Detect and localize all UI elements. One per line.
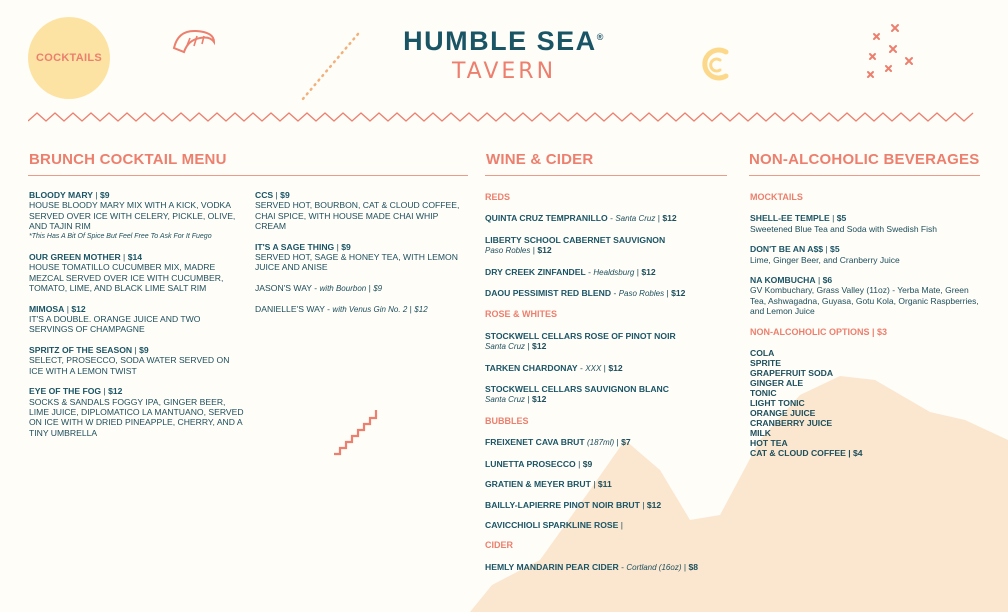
separator: |: [334, 241, 342, 252]
separator: |: [869, 326, 878, 337]
na-option: COLA: [750, 348, 775, 359]
stairs-doodle: [330, 404, 380, 458]
wine-subheading: REDS: [485, 192, 511, 202]
brunch-item: [255, 242, 465, 273]
wine-name: FREIXENET CAVA BRUT: [485, 437, 585, 448]
wine-item: [485, 384, 735, 406]
separator: |: [525, 341, 533, 352]
dash: -: [311, 282, 320, 293]
wine-item: [485, 213, 735, 224]
brand-name-text: HUMBLE SEA: [403, 26, 597, 56]
wine-column: [485, 192, 735, 583]
item-name: IT'S A SAGE THING: [255, 241, 335, 252]
item-name: EYE OF THE FOG: [29, 386, 102, 397]
wine-price: $7: [621, 437, 631, 448]
mocktail-description: GV Kombuchary, Grass Valley (11oz) - Yerba Mate, Green Tea, Ashwagadna, Guyasa, Gotu Kola, Organic Raspberries, and Lemon Juice: [750, 285, 979, 317]
wine-item: [485, 235, 735, 257]
brunch-item: [29, 304, 244, 335]
mocktail-name: SHELL-EE TEMPLE: [750, 213, 830, 224]
item-name: CCS: [255, 190, 274, 200]
separator: |: [634, 266, 642, 277]
separator: |: [681, 561, 689, 572]
separator: |: [407, 304, 415, 315]
na-option: [750, 448, 985, 458]
way-with: with Bourbon: [319, 283, 367, 293]
wine-region: Santa Cruz: [615, 214, 656, 224]
wine-price: $12: [646, 499, 662, 510]
mocktail-item: [750, 275, 985, 317]
brunch-item-header: [29, 190, 244, 200]
na-subheading: MOCKTAILS: [750, 192, 803, 202]
wine-item: [485, 267, 735, 278]
item-description: SERVED HOT, SAGE & HONEY TEA, WITH LEMON JUICE AND ANISE: [255, 252, 458, 273]
wine-price: $12: [532, 394, 547, 405]
wine-region-line: [485, 245, 735, 256]
brunch-item-header: [29, 345, 244, 355]
item-price: $9: [100, 190, 110, 200]
item-name: SPRITZ OF THE SEASON: [29, 344, 133, 355]
mocktail-name: NA KOMBUCHA: [750, 275, 816, 286]
na-subheading: [750, 327, 985, 337]
brunch-item-header: [29, 386, 244, 396]
na-option: CRANBERRY JUICE: [750, 418, 833, 429]
brunch-item-header: [255, 190, 465, 200]
item-description: SELECT, PROSECCO, SODA WATER SERVED ON ICE WITH A LEMON TWIST: [29, 355, 230, 376]
brand-sub: TAVERN: [451, 59, 557, 84]
mocktail-header: [750, 244, 985, 254]
na-rule: [749, 175, 980, 176]
wine-item: [485, 331, 735, 353]
separator: |: [664, 288, 672, 299]
na-options-price: $3: [877, 326, 888, 337]
separator: |: [525, 394, 533, 405]
na-option: LIGHT TONIC: [750, 398, 805, 409]
mocktail-header: [750, 275, 985, 285]
separator: |: [614, 437, 622, 448]
na-option: GRAPEFRUIT SODA: [750, 368, 834, 379]
item-description: SOCKS & SANDALS FOGGY IPA, GINGER BEER, LIME JUICE, DIPLOMATICO LA MANTUANO, SERVED ON ICE WITH W DRIED PINEAPPLE, CHERRY, AND A TINY UMBRELLA: [29, 396, 244, 438]
item-price: $9: [341, 241, 351, 252]
na-option: GINGER ALE: [750, 378, 804, 389]
mocktail-price: $5: [830, 244, 840, 255]
item-price: $12: [108, 386, 123, 397]
separator: |: [601, 362, 609, 373]
brand-logo: [0, 26, 1008, 84]
brunch-way-item: [255, 304, 465, 315]
wine-region: Santa Cruz: [485, 342, 526, 352]
brunch-item: [29, 252, 244, 294]
brunch-item-header: [255, 242, 465, 252]
brunch-item: [29, 190, 244, 242]
brunch-way-item: [255, 283, 465, 294]
na-title: NON-ALCOHOLIC BEVERAGES: [749, 151, 980, 168]
wine-rule: [485, 175, 727, 176]
dash: -: [611, 288, 619, 299]
separator: |: [639, 499, 647, 510]
wine-item: [485, 363, 735, 374]
wine-name: STOCKWELL CELLARS SAUVIGNON BLANC: [485, 384, 669, 395]
wine-name: DRY CREEK ZINFANDEL: [485, 266, 586, 277]
na-option: HOT TEA: [750, 438, 788, 449]
separator: |: [575, 458, 583, 469]
separator: |: [815, 275, 823, 286]
wine-region-line: [485, 394, 735, 405]
way-with: with Venus Gin No. 2: [332, 305, 408, 315]
separator: |: [101, 386, 109, 397]
separator: |: [530, 245, 538, 256]
dash: -: [618, 561, 627, 572]
wine-size: (187ml): [587, 438, 615, 448]
item-price: $14: [127, 252, 143, 263]
separator: |: [823, 244, 831, 255]
mocktail-item: [750, 213, 985, 234]
wine-title: WINE & CIDER: [486, 151, 594, 168]
separator: |: [655, 213, 663, 224]
wine-name: DAOU PESSIMIST RED BLEND: [485, 288, 612, 299]
na-option-name: CAT & CLOUD COFFEE: [750, 448, 846, 459]
wine-region: Paso Robles: [618, 289, 665, 299]
wine-subheading: CIDER: [485, 540, 514, 551]
mocktail-price: $5: [836, 213, 847, 224]
wine-region: Healdsburg: [593, 267, 635, 277]
separator: |: [132, 344, 140, 355]
separator: |: [590, 479, 598, 490]
item-price: $9: [139, 344, 149, 355]
dash: -: [577, 362, 586, 373]
mocktail-item: [750, 244, 985, 265]
item-name: MIMOSA: [29, 303, 65, 314]
wine-region-line: [485, 341, 735, 352]
item-description: HOUSE BLOODY MARY MIX WITH A KICK, VODKA SERVED OVER ICE WITH CELERY, PICKLE, OLIVE, AND TAJIN RIM: [29, 200, 236, 232]
wine-name: CAVICCHIOLI SPARKLINE ROSE: [485, 519, 619, 530]
dash: -: [324, 304, 333, 315]
wine-region: Paso Robles: [485, 246, 531, 256]
item-name: OUR GREEN MOTHER: [29, 252, 121, 263]
wine-name: TARKEN CHARDONAY: [485, 362, 578, 373]
way-price: $12: [414, 305, 428, 315]
badge-label: COCKTAILS: [35, 52, 103, 64]
registered-mark: ®: [596, 32, 605, 42]
separator: |: [366, 282, 374, 293]
wine-price: $12: [537, 245, 552, 256]
item-name: BLOODY MARY: [29, 190, 93, 200]
separator: |: [273, 190, 281, 200]
wine-region: Santa Cruz: [485, 395, 526, 405]
brunch-item: [29, 345, 244, 376]
separator: |: [92, 190, 100, 200]
separator: |: [618, 519, 623, 530]
wine-price: $12: [532, 341, 547, 352]
brunch-item-header: [29, 304, 244, 314]
wine-item: [485, 288, 735, 299]
na-options-label: NON-ALCOHOLIC OPTIONS: [750, 326, 870, 337]
wine-price: $12: [608, 362, 623, 373]
wine-name: BAILLY-LAPIERRE PINOT NOIR BRUT: [485, 499, 640, 510]
wine-name: GRATIEN & MEYER BRUT: [485, 479, 591, 490]
brunch-title: BRUNCH COCKTAIL MENU: [29, 151, 227, 168]
zigzag-divider: [28, 111, 980, 123]
wine-price: $8: [688, 561, 699, 572]
wine-name: HEMLY MANDARIN PEAR CIDER: [485, 561, 619, 572]
wine-name: LIBERTY SCHOOL CABERNET SAUVIGNON: [485, 234, 666, 245]
mocktail-description: Sweetened Blue Tea and Soda with Swedish Fish: [750, 223, 937, 234]
wine-region: Cortland (16oz): [626, 562, 682, 572]
separator: |: [829, 213, 837, 224]
brunch-item: [29, 386, 244, 438]
item-note: *This Has A Bit Of Spice But Feel Free To Ask For It Fuego: [29, 232, 212, 240]
wine-item: [485, 459, 735, 469]
wine-item: [485, 437, 735, 448]
na-option-price: $4: [853, 448, 863, 459]
separator: |: [64, 303, 72, 314]
item-description: HOUSE TOMATILLO CUCUMBER MIX, MADRE MEZCAL SERVED OVER ICE WITH CUCUMBER, TOMATO, LIME, AND BLACK LIME SALT RIM: [29, 262, 224, 294]
wine-item: [485, 479, 735, 489]
way-name: JASON'S WAY: [255, 282, 312, 293]
wine-item: [485, 520, 735, 530]
wine-name: LUNETTA PROSECCO: [485, 458, 576, 469]
item-description: IT'S A DOUBLE. ORANGE JUICE AND TWO SERVINGS OF CHAMPAGNE: [29, 314, 201, 335]
brunch-item-header: [29, 252, 244, 262]
brand-name: [0, 26, 1008, 57]
wine-subheading: BUBBLES: [485, 415, 529, 426]
wine-region: XXX: [585, 363, 602, 373]
na-option: SPRITE: [750, 358, 782, 369]
wine-price: $12: [641, 266, 656, 277]
mocktail-description: Lime, Ginger Beer, and Cranberry Juice: [750, 254, 900, 265]
na-column: [750, 192, 985, 458]
na-option: MILK: [750, 428, 772, 439]
item-description: SERVED HOT, BOURBON, CAT & CLOUD COFFEE, CHAI SPICE, WITH HOUSE MADE CHAI WHIP CREAM: [255, 200, 460, 232]
wine-item: [485, 562, 735, 573]
wine-price: $9: [582, 458, 593, 469]
mocktail-header: [750, 213, 985, 223]
separator: |: [120, 252, 128, 263]
na-option: ORANGE JUICE: [750, 408, 816, 419]
wine-price: $12: [671, 288, 686, 299]
item-price: $12: [71, 303, 86, 314]
na-options-list: [750, 348, 985, 458]
brunch-item: [255, 190, 465, 232]
wine-price: $12: [662, 213, 677, 224]
way-price: $9: [373, 283, 383, 293]
na-option: TONIC: [750, 388, 777, 399]
brunch-left-column: [29, 190, 244, 448]
way-name: DANIELLE'S WAY: [255, 304, 325, 315]
mocktail-name: DON'T BE AN A$$: [750, 244, 824, 255]
brunch-right-column: [255, 190, 465, 326]
mocktail-price: $6: [822, 275, 833, 286]
item-price: $9: [280, 190, 290, 200]
brunch-rule: [28, 175, 468, 176]
wine-subheading: ROSE & WHITES: [485, 309, 558, 320]
dash: -: [607, 213, 616, 224]
wine-name: STOCKWELL CELLARS ROSE OF PINOT NOIR: [485, 330, 676, 341]
separator: |: [845, 448, 853, 459]
wine-price: $11: [597, 479, 612, 490]
dash: -: [585, 266, 594, 277]
wine-item: [485, 500, 735, 510]
wine-name: QUINTA CRUZ TEMPRANILLO: [485, 213, 608, 224]
